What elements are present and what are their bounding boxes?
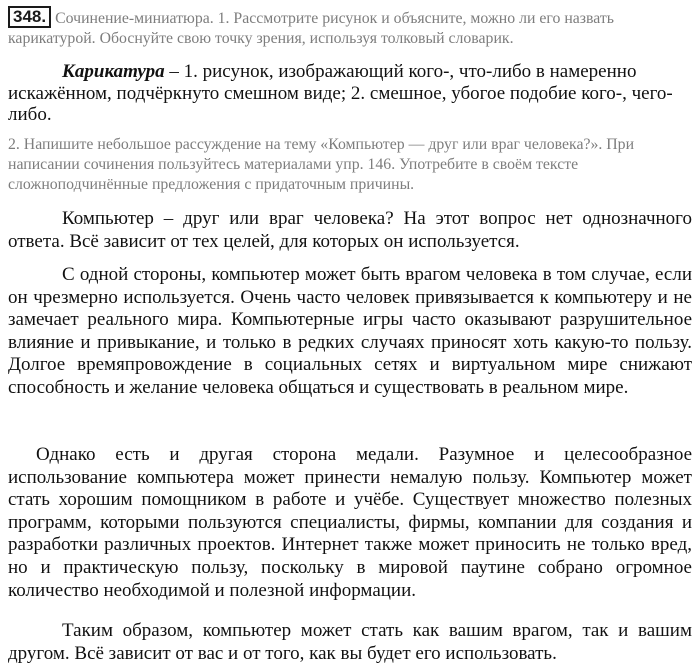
task-1-text: Сочинение-миниатюра. 1. Рассмотрите рисунок и объясните, можно ли его назвать карикатурой. Обоснуйте свою точку зрения, используя толковый словарик. — [8, 10, 615, 47]
essay-paragraph-intro: Компьютер – друг или враг человека? На этот вопрос нет однозначного ответа. Всё зависит от тех целей, для которых он используется. — [8, 208, 692, 252]
essay-paragraph-enemy: С одной стороны, компьютер может быть врагом человека в том случае, если он чрезмерно используется. Очень часто человек привязывается к компьютеру и не замечает реального мира. Компьютерные игры часто оказывают разрушительное влияние и привыкание, и только в редких случаях приносят хоть какую-то пользу. Долгое времяпровождение в социальных сетях и виртуальном мире снижают способность и желание человека общаться и существовать в реальном мире. — [8, 264, 692, 398]
essay-paragraph-friend: Однако есть и другая сторона медали. Разумное и целесообразное использование компьютера может принести немалую пользу. Компьютер может стать хорошим помощником в работе и учёбе. Существует множество полезных программ, которыми пользуются специалисты, фирмы, компании для создания и разработки различных проектов. Интернет также может приносить не только вред, но и практическую пользу, поскольку в мировой паутине собрано огромное количество необходимой и полезной информации. — [8, 444, 692, 601]
exercise-number: 348. — [8, 6, 51, 28]
dictionary-definition — [8, 61, 692, 126]
essay-paragraph-conclusion: Таким образом, компьютер может стать как вашим врагом, так и вашим другом. Всё зависит от вас и от того, как вы будет его использовать. — [8, 620, 692, 664]
task-1-instructions — [8, 6, 692, 49]
definition-term: Карикатура — [62, 61, 165, 82]
task-2-instructions: 2. Напишите небольшое рассуждение на тему «Компьютер — друг или враг человека?». При написании сочинения пользуйтесь материалами упр. 146. Употребите в своём тексте сложноподчинённые предложения с придаточным причины. — [8, 136, 635, 193]
definition-text: – 1. рисунок, изображающий кого-, что-либо в намеренно искажённом, подчёркнуто смешном виде; 2. смешное, убогое подобие кого-, чего-либо. — [8, 61, 673, 125]
